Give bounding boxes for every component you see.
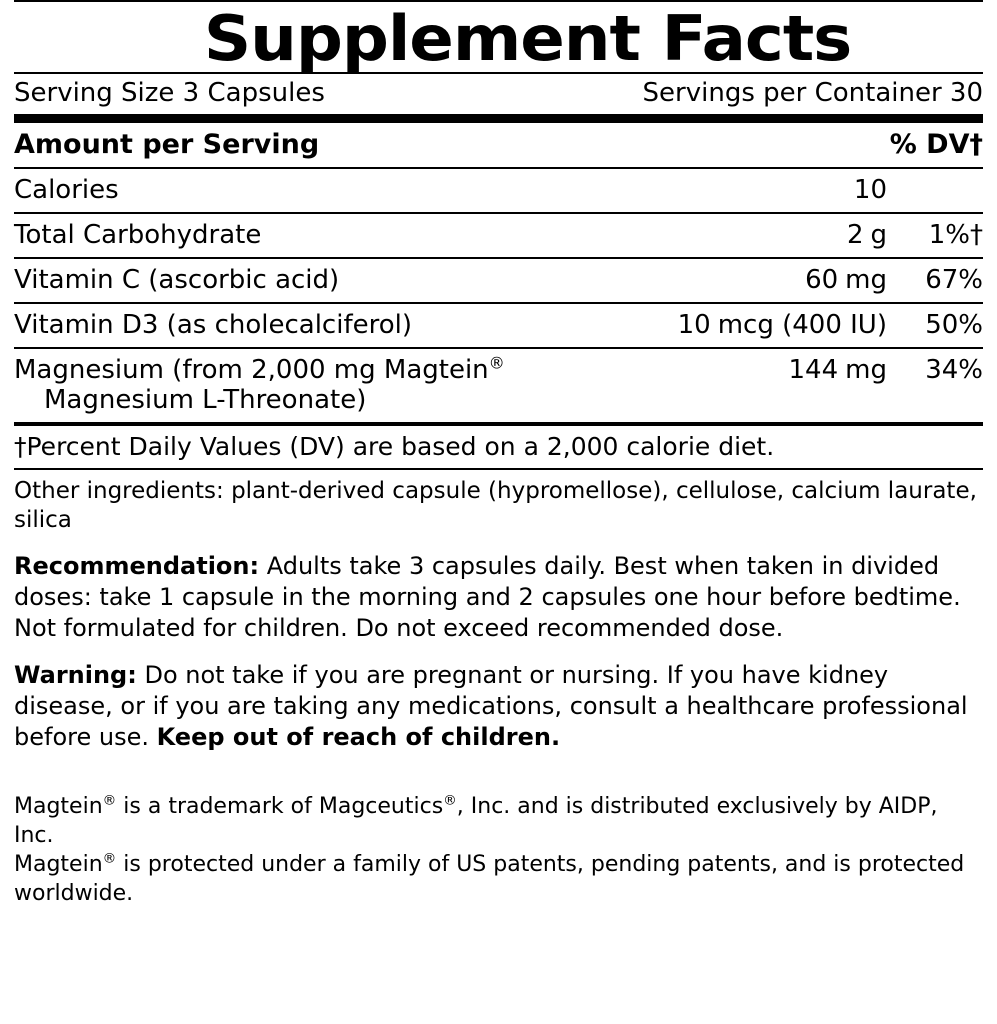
- nutrient-name: Vitamin D3 (as cholecalciferol): [14, 303, 626, 348]
- dv-header-dagger: †: [969, 129, 983, 160]
- registered-mark-icon: ®: [102, 850, 117, 867]
- warning-label: Warning:: [14, 661, 137, 690]
- nutrient-unit: mcg (400 IU): [717, 310, 887, 340]
- dv-dagger: †: [970, 220, 983, 250]
- dv-header: % DV†: [889, 129, 983, 160]
- table-row: [14, 348, 983, 422]
- nutrient-unit: mg: [845, 265, 887, 295]
- nutrient-name-line2: Magnesium L-Threonate): [44, 385, 367, 415]
- table-header-row: [14, 123, 983, 168]
- nutrient-dv: 1%†: [887, 213, 983, 258]
- table-row: [14, 213, 983, 258]
- other-ingredients: Other ingredients: plant-derived capsule (hypromellose), cellulose, calcium laurate, silica: [14, 478, 977, 533]
- amount-per-serving-label: Amount per Serving: [14, 129, 320, 160]
- trademark-notice: [14, 792, 983, 908]
- daily-value-footnote: †Percent Daily Values (DV) are based on a 2,000 calorie diet.: [14, 432, 775, 461]
- nutrient-dv: 67%: [887, 258, 983, 303]
- warning-text: Do not take if you are pregnant or nursing. If you have kidney disease, or if you are taking any medications, consult a healthcare professional before use.: [14, 661, 968, 752]
- serving-info-row: [14, 74, 983, 114]
- servings-per-container: Servings per Container 30: [642, 78, 983, 108]
- table-row: [14, 168, 983, 213]
- nutrient-amount: 2 g: [626, 213, 887, 258]
- nutrient-amount: 60 mg: [626, 258, 887, 303]
- nutrient-name: Calories: [14, 168, 626, 213]
- nutrient-amount: 10 mcg (400 IU): [626, 303, 887, 348]
- recommendation-label: Recommendation:: [14, 551, 260, 580]
- registered-mark-icon: ®: [443, 792, 457, 809]
- trademark-line2: Magtein® is protected under a family of US patents, pending patents, and is protected worldwide.: [14, 850, 965, 906]
- table-row: [14, 258, 983, 303]
- nutrient-amount: 144 mg: [626, 348, 887, 422]
- warning-bold-tail: Keep out of reach of children.: [156, 723, 561, 752]
- nutrient-unit: mg: [845, 355, 887, 385]
- registered-mark-icon: ®: [488, 353, 505, 373]
- nutrient-dv: 34%: [887, 348, 983, 422]
- heading-rule: [14, 114, 983, 123]
- nutrient-amount: 10: [626, 168, 887, 213]
- registered-mark-icon: ®: [102, 792, 117, 809]
- serving-size: Serving Size 3 Capsules: [14, 78, 325, 108]
- trademark-line1: Magtein® is a trademark of Magceutics®, Inc. and is distributed exclusively by AIDP, Inc.: [14, 792, 938, 848]
- nutrition-table: [14, 123, 983, 422]
- nutrient-dv: 50%: [887, 303, 983, 348]
- page-title: Supplement Facts: [203, 2, 852, 75]
- table-row: [14, 303, 983, 348]
- nutrient-name: Total Carbohydrate: [14, 213, 626, 258]
- nutrient-unit: g: [870, 220, 887, 250]
- nutrient-name: Vitamin C (ascorbic acid): [14, 258, 626, 303]
- recommendation-paragraph: [14, 551, 983, 645]
- nutrient-dv: [887, 168, 983, 213]
- warning-paragraph: [14, 660, 983, 754]
- recommendation-text: Adults take 3 capsules daily. Best when taken in divided doses: take 1 capsule in the morning and 2 capsules one hour before bedtime. Not formulated for children. Do not exceed recommended dose.: [14, 551, 961, 642]
- nutrient-name: Magnesium (from 2,000 mg Magtein® Magnesium L-Threonate): [14, 348, 626, 422]
